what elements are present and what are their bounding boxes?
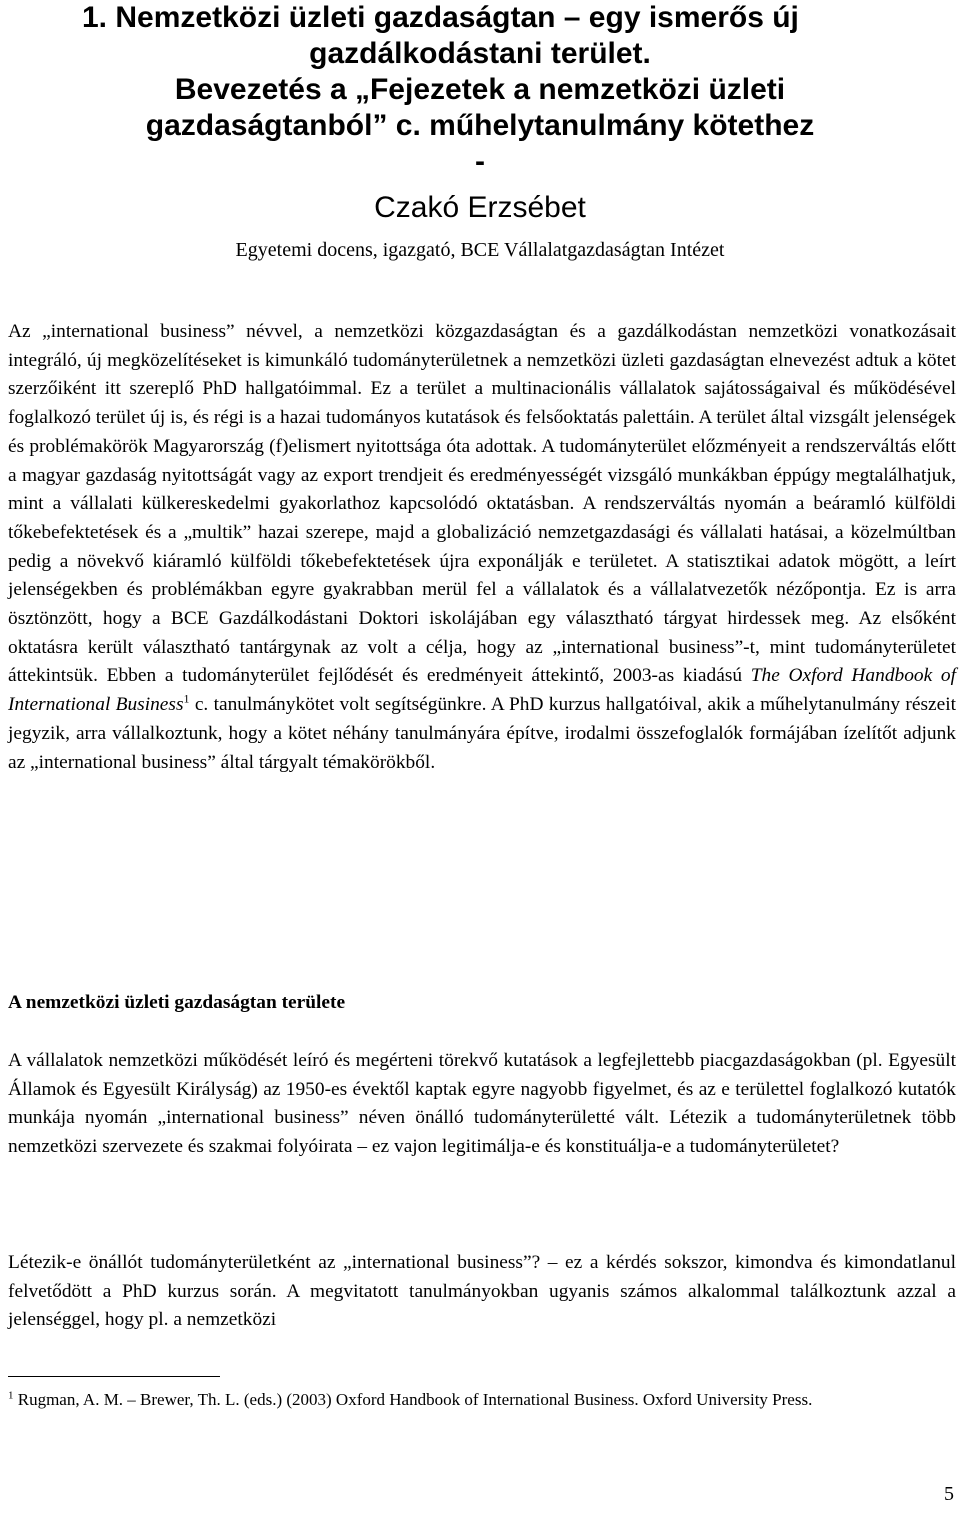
section-heading: A nemzetközi üzleti gazdaságtan területe	[8, 992, 346, 1013]
intro-text-part-2: c. tanulmánykötet volt segítségünkre. A PhD kurzus hallgatóival, akik a műhelytanulmány részeit jegyzik, arra vállalkoztunk, hogy a kötet néhány tanulmányára építve, irodalmi összefoglalók formájában ízelítőt adjunk az „international business” által tárgyalt témakörökből.	[8, 694, 956, 773]
footnote-text: Rugman, A. M. – Brewer, Th. L. (eds.) (2003) Oxford Handbook of International Business. Oxford University Press.	[13, 1390, 813, 1409]
footnote-reference[interactable]: 1	[183, 691, 190, 706]
footnote-number: 1	[8, 1389, 14, 1402]
chapter-title	[60, 0, 900, 180]
footnote	[8, 1387, 956, 1413]
title-line-4: gazdaságtanból” c. műhelytanulmány kötethez	[145, 109, 815, 142]
title-line-3: Bevezetés a „Fejezetek a nemzetközi üzleti	[174, 73, 786, 106]
section-paragraph-1: A vállalatok nemzetközi működését leíró és megérteni törekvő kutatások a legfejlettebb piacgazdaságokban (pl. Egyesült Államok és Egyesült Királyság) az 1950-es évektől kaptak egyre nagyobb figyelmet, és az e területtel foglalkozó kutatók munkája nyomán „international business” néven önálló tudományterületté vált. Létezik a tudományterületnek több nemzetközi szervezete és szakmai folyóirata – ez vajon legitimálja-e és konstituálja-e a tudományterületet?	[8, 1050, 956, 1158]
author-affiliation: Egyetemi docens, igazgató, BCE Vállalatgazdaságtan Intézet	[235, 239, 725, 261]
intro-paragraph	[8, 318, 956, 777]
book-title: The Oxford Handbook of International Business	[8, 665, 956, 716]
title-line-1: 1. Nemzetközi üzleti gazdaságtan – egy ismerős új	[82, 1, 799, 34]
page-number: 5	[944, 1483, 954, 1505]
intro-text-part-1: Az „international business” névvel, a nemzetközi közgazdaságtan és a gazdálkodástan nemzetközi vonatkozásait integráló, új megközelítéseket is kimunkáló tudományterületnek a nemzetközi üzleti gazdaságtan elnevezést adtuk a kötet szerzőiként itt szereplő PhD hallgatóimmal. Ez a terület a multinacionális vállalatok sajátosságaival és működésével foglalkozó terület új is, és régi is a hazai tudományos kutatások és felsőoktatás palettáin. A terület által vizsgált jelenségek és problémakörök Magyarország (f)elismert nyitottsága óta adottak. A tudományterület előzményeit a rendszerváltás előtt a magyar gazdaság nyitottságát vagy az export trendjeit és eredményességét vizsgáló munkákban éppúgy megtalálhatjuk, mint a vállalati külkereskedelmi gyakorlathoz kapcsolódó oktatásban. A rendszerváltás nyomán a beáramló külföldi tőkebefektetések és a „multik” hazai szerepe, majd a globalizáció nemzetgazdasági és vállalati hatásai, a közelmúltban pedig a növekvő kiáramló külföldi tőkebefektetések újra exponálják e területet. A statisztikai adatok mögött, a leírt jelenségekben és problémákban egyre gyakrabban merül fel a vállalatok és a vállalatvezetők nézőpontja. Ez is arra ösztönzött, hogy a BCE Gazdálkodástani Doktori iskolájában egy választható tárgyat hirdessek meg. Az elsőként oktatásra került választható tantárgynak az volt a célja, hogy az „international business”-t, mint tudományterületet áttekintsük. Ebben a tudományterület fejlődését és eredményeit áttekintő, 2003-as kiadású	[8, 321, 956, 687]
section-paragraph-2: Létezik-e önállót tudományterületként az „international business”? – ez a kérdés sokszor, kimondva és kimondatlanul felvetődött a PhD kurzus során. A megvitatott tanulmányokban ugyanis számos alkalommal találkoztunk azzal a jelenséggel, hogy pl. a nemzetközi	[8, 1252, 956, 1331]
title-line-2: gazdálkodástani terület.	[309, 37, 651, 70]
author-name: Czakó Erzsébet	[374, 191, 586, 224]
title-line-5: -	[475, 145, 485, 178]
footnote-divider	[8, 1376, 220, 1377]
